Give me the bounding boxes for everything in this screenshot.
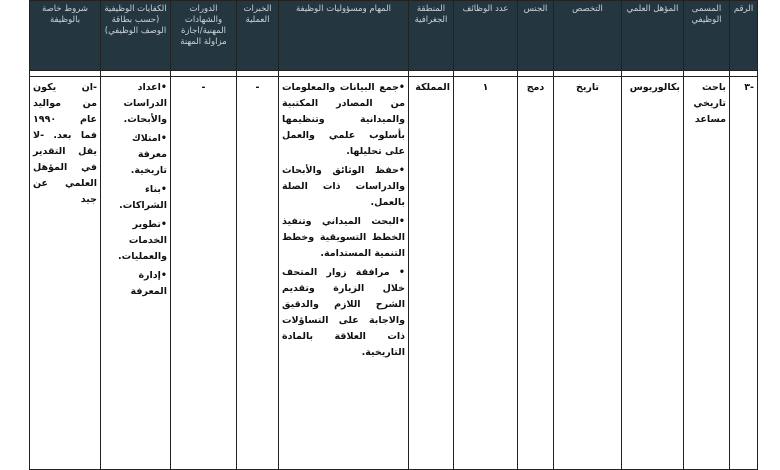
jobs-table (29, 0, 758, 470)
cell-duties (279, 77, 409, 470)
header-row (30, 1, 758, 71)
header-duties: المهام ومسؤوليات الوظيفة (279, 1, 409, 71)
cell-qualification: بكالوريوس (622, 77, 684, 470)
header-competencies: الكفايات الوظيفية (حسب بطاقة الوصف الوظيفي) (101, 1, 171, 71)
header-experience: الخبرات العملية (237, 1, 279, 71)
duty-item: •البحث الميداني وتنفيذ الخطط التسويقية وخطط التنمية المستدامة. (282, 216, 405, 259)
cell-title: باحث تاريخي مساعد (684, 77, 730, 470)
duty-item: • مرافقة زوار المتحف خلال الزيارة وتقديم الشرح اللازم والدقيق والاجابة على التساؤلات ذات العلاقة بالمادة التاريخية. (282, 267, 405, 358)
header-courses: الدورات والشهادات المهنية/اجازة مزاولة المهنة (171, 1, 237, 71)
header-specialization: التخصص (554, 1, 622, 71)
competency-item: •اعداد الدراسات والأبحاث. (123, 82, 167, 125)
cell-competencies (101, 77, 171, 470)
duty-item: •حفظ الوثائق والأبحاث والدراسات ذات الصلة بالعمل. (282, 165, 405, 208)
table-row (30, 77, 758, 470)
competency-item: •بناء الشراكات. (119, 184, 167, 211)
duty-item: •جمع البيانات والمعلومات من المصادر المكتبية والميدانية وتنظيمها بأسلوب علمي والعمل على تحليلها. (282, 82, 405, 157)
cell-conditions: -ان يكون من مواليد عام ١٩٩٠ فما بعد. -لا يقل التقدير في المؤهل العلمي عن جيد (30, 77, 101, 470)
header-num: الرقم (730, 1, 758, 71)
header-title: المسمى الوظيفي (684, 1, 730, 71)
competency-item: •إدارة المعرفة (130, 270, 167, 297)
cell-courses: - (171, 77, 237, 470)
header-count: عدد الوظائف (454, 1, 518, 71)
header-region: المنطقة الجغرافية (409, 1, 454, 71)
header-gender: الجنس (518, 1, 554, 71)
cell-region: المملكة (409, 77, 454, 470)
cell-experience: - (237, 77, 279, 470)
cell-count: ١ (454, 77, 518, 470)
competency-item: •امتلاك معرفة تاريخية. (130, 133, 167, 176)
cell-gender: دمج (518, 77, 554, 470)
cell-specialization: تاريخ (554, 77, 622, 470)
header-qualification: المؤهل العلمي (622, 1, 684, 71)
header-conditions: شروط خاصة بالوظيفة (30, 1, 101, 71)
competency-item: •تطوير الخدمات والعمليات. (118, 219, 167, 262)
cell-num: -٣ (730, 77, 758, 470)
